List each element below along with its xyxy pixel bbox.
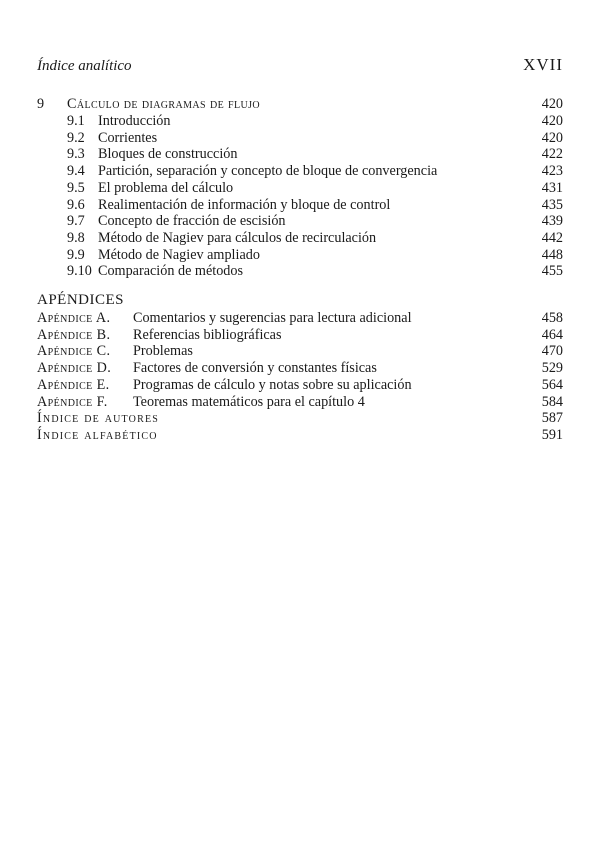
toc-index-row — [37, 410, 563, 427]
appendix-page: 584 — [541, 393, 563, 410]
toc-section-row — [37, 197, 563, 214]
toc-section-row — [37, 180, 563, 197]
section-page: 448 — [541, 246, 563, 263]
section-title: Comparación de métodos — [98, 263, 243, 280]
toc-appendix-row — [37, 394, 563, 411]
section-title: Introducción — [98, 113, 171, 129]
toc-appendix-row — [37, 343, 563, 360]
section-title: Método de Nagiev para cálculos de recirculación — [98, 229, 377, 246]
chapter-page: 420 — [541, 96, 563, 112]
section-number: 9.10 — [67, 263, 92, 280]
chapter-title: Cálculo de diagramas de flujo — [67, 96, 261, 112]
toc-section-row — [37, 113, 563, 130]
toc-section-row — [37, 163, 563, 180]
appendix-label: Apéndice A. — [37, 310, 111, 326]
section-title: Realimentación de información y bloque de control — [98, 196, 391, 213]
toc-appendix-row — [37, 327, 563, 344]
section-number: 9.4 — [67, 163, 85, 180]
index-page: 587 — [541, 410, 563, 427]
appendix-title: Referencias bibliográficas — [133, 326, 282, 343]
appendix-label: Apéndice B. — [37, 326, 111, 343]
running-header-title: Índice analítico — [37, 58, 132, 74]
section-number: 9.5 — [67, 179, 85, 196]
section-page: 431 — [541, 179, 563, 196]
appendix-page: 564 — [541, 376, 563, 393]
appendix-page: 458 — [541, 310, 563, 326]
appendix-title: Comentarios y sugerencias para lectura adicional — [133, 310, 412, 326]
section-title: Método de Nagiev ampliado — [98, 246, 260, 263]
appendix-label: Apéndice F. — [37, 393, 108, 410]
section-number: 9.1 — [67, 113, 85, 129]
section-page: 455 — [541, 263, 563, 280]
section-title: Partición, separación y concepto de bloque de convergencia — [98, 163, 438, 180]
toc-section-row — [37, 130, 563, 147]
section-page: 439 — [541, 213, 563, 230]
section-title: Bloques de construcción — [98, 146, 238, 163]
toc-section-row — [37, 146, 563, 163]
toc-appendix-row — [37, 377, 563, 394]
section-number: 9.7 — [67, 213, 85, 230]
toc-section-row — [37, 263, 563, 280]
toc-section-row — [37, 230, 563, 247]
section-number: 9.8 — [67, 229, 85, 246]
toc-appendix-row — [37, 310, 563, 327]
toc-section-row — [37, 247, 563, 264]
section-page: 420 — [541, 113, 563, 129]
section-title: Concepto de fracción de escisión — [98, 213, 286, 230]
section-page: 435 — [541, 196, 563, 213]
index-title: Índice alfabético — [37, 426, 158, 443]
appendix-title: Programas de cálculo y notas sobre su aplicación — [133, 376, 412, 393]
toc-chapter-row — [37, 96, 563, 113]
toc-index-row — [37, 427, 563, 444]
appendix-label: Apéndice C. — [37, 343, 111, 360]
section-number: 9.2 — [67, 129, 85, 146]
page-number-roman: XVII — [523, 55, 563, 74]
appendix-label: Apéndice E. — [37, 376, 110, 393]
index-title: Índice de autores — [37, 410, 160, 427]
section-number: 9.3 — [67, 146, 85, 163]
appendices-heading: APÉNDICES — [37, 292, 125, 308]
section-title: El problema del cálculo — [98, 179, 234, 196]
section-page: 422 — [541, 146, 563, 163]
index-page: 591 — [541, 426, 563, 443]
appendix-title: Problemas — [133, 343, 193, 360]
appendix-label: Apéndice D. — [37, 360, 112, 377]
appendix-title: Factores de conversión y constantes físicas — [133, 360, 377, 377]
section-page: 420 — [541, 129, 563, 146]
section-number: 9.6 — [67, 196, 85, 213]
toc-section-row — [37, 213, 563, 230]
appendix-title: Teoremas matemáticos para el capítulo 4 — [133, 393, 365, 410]
appendix-page: 529 — [541, 360, 563, 377]
toc-appendix-row — [37, 360, 563, 377]
section-number: 9.9 — [67, 246, 85, 263]
section-page: 442 — [541, 229, 563, 246]
appendix-page: 470 — [541, 343, 563, 360]
chapter-number: 9 — [37, 96, 45, 112]
section-page: 423 — [541, 163, 563, 180]
appendix-page: 464 — [541, 326, 563, 343]
section-title: Corrientes — [98, 129, 158, 146]
